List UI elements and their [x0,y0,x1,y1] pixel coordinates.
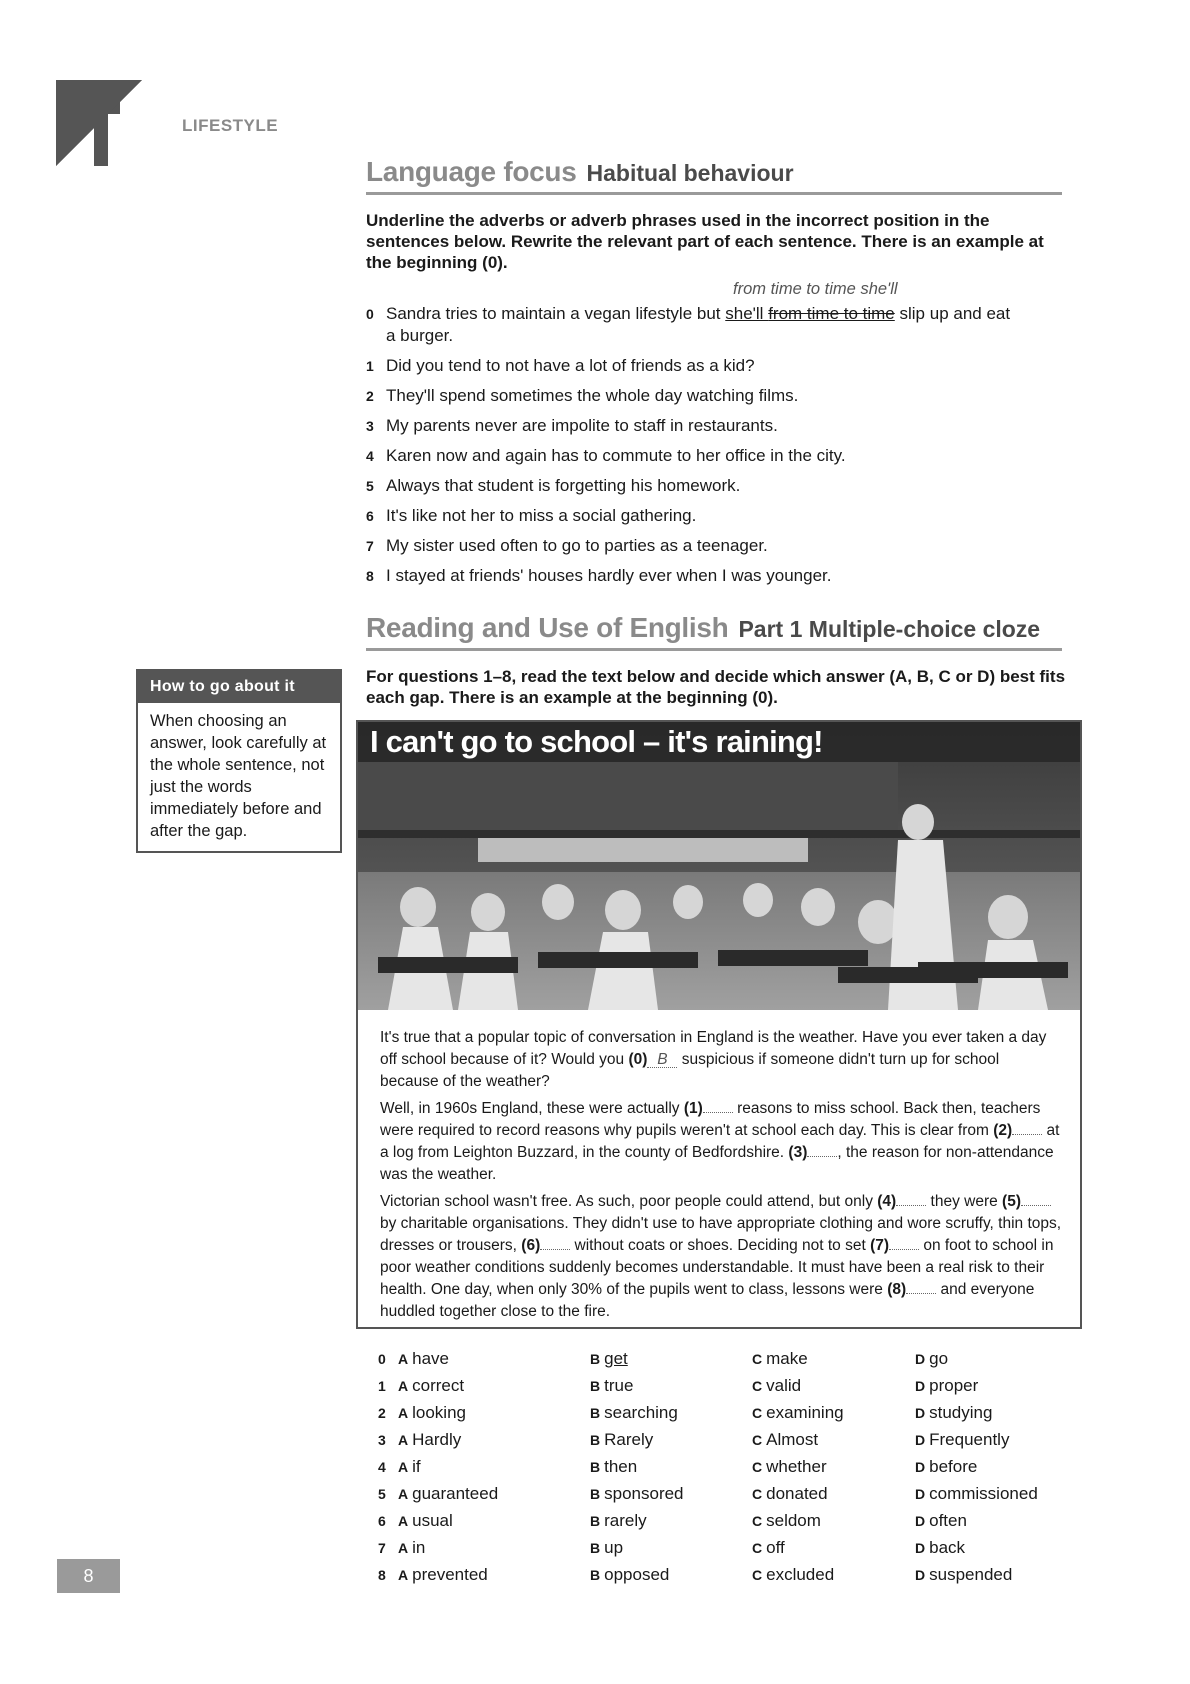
gap-blank[interactable] [807,1144,837,1157]
sentence-text: Always that student is forgetting his homework. [386,476,741,495]
underlined-text: she'll [725,304,769,323]
option-letter: C [752,1486,763,1502]
option-text: Hardly [412,1430,462,1449]
option-b[interactable] [590,1430,653,1450]
question-number: 7 [378,1540,386,1556]
sentence-text: They'll spend sometimes the whole day watching films. [386,386,799,405]
option-row [378,1349,1078,1376]
sentence-item[interactable] [366,385,1066,407]
gap-number: (2) [993,1122,1013,1139]
gap-number: (7) [870,1237,890,1254]
option-b[interactable] [590,1349,628,1369]
sentence-number: 1 [366,358,374,374]
option-text: valid [766,1376,802,1395]
section-title: Language focus [366,156,577,187]
option-row [378,1511,1078,1538]
option-letter: B [590,1567,601,1583]
option-c[interactable] [752,1457,827,1477]
option-letter: C [752,1351,763,1367]
sentence-text: Did you tend to not have a lot of friends as a kid? [386,356,755,375]
article-paragraph [380,1098,1062,1186]
option-b[interactable] [590,1538,623,1558]
sentence-number: 4 [366,448,374,464]
article-title: I can't go to school – it's raining! [370,724,823,759]
question-number: 8 [378,1567,386,1583]
option-d[interactable] [915,1484,1038,1504]
option-text: go [929,1349,949,1368]
option-a[interactable] [398,1511,453,1531]
option-text: back [929,1538,966,1557]
option-text: rarely [604,1511,647,1530]
option-c[interactable] [752,1430,818,1450]
gap-blank[interactable] [906,1281,936,1294]
reading-heading [366,612,1062,651]
option-a[interactable] [398,1538,425,1558]
option-text: if [412,1457,421,1476]
option-letter: D [915,1351,926,1367]
gap-blank[interactable] [540,1237,570,1250]
gap-blank[interactable] [889,1237,919,1250]
sentence-text: Karen now and again has to commute to her office in the city. [386,446,846,465]
sentence-item[interactable] [366,355,1066,377]
sentence-item[interactable] [366,445,1066,467]
option-letter: C [752,1378,763,1394]
unit-1-corner-icon [56,80,142,166]
paragraph-text: suspicious if someone didn't turn up for school because of the weather? [380,1051,1000,1090]
reading-instructions: For questions 1–8, read the text below and decide which answer (A, B, C or D) best fits each gap. There is an example at the beginning (0). [366,667,1066,707]
option-letter: B [590,1540,601,1556]
sentence-text: My parents never are impolite to staff in restaurants. [386,416,778,435]
option-text: commissioned [929,1484,1038,1503]
option-d[interactable] [915,1457,977,1477]
example-answer: from time to time she'll [733,280,898,298]
option-letter: A [398,1405,409,1421]
option-b[interactable] [590,1484,684,1504]
sentence-item[interactable] [366,475,1066,497]
sentence-text: Sandra tries to maintain a vegan lifestyle but [386,304,726,323]
sentence-text: slip up and eat [894,304,1011,323]
question-number: 3 [378,1432,386,1448]
section-subtitle: Habitual behaviour [586,160,794,186]
option-a[interactable] [398,1430,461,1450]
unit-label: LIFESTYLE [182,116,279,135]
paragraph-text: and everyone huddled together close to the fire. [380,1281,1035,1320]
option-row [378,1565,1078,1592]
sentence-item[interactable] [366,415,1066,437]
question-number: 2 [378,1405,386,1421]
article-paragraph [380,1027,1062,1093]
option-letter: D [915,1486,926,1502]
article-paragraph [380,1191,1062,1323]
gap-blank[interactable] [896,1193,926,1206]
option-a[interactable] [398,1565,488,1585]
gap-blank[interactable] [703,1100,733,1113]
option-text: whether [766,1457,827,1476]
article-box [356,720,1082,1329]
option-letter: A [398,1432,409,1448]
sentence-number: 3 [366,418,374,434]
option-text: have [412,1349,449,1368]
option-letter: C [752,1540,763,1556]
paragraph-text: on foot to school in poor weather conditions suddenly becomes understandable. It must have been a real risk to their health. One day, when only 30% of the pupils went to class, lessons were [380,1237,1054,1298]
option-letter: A [398,1513,409,1529]
option-d[interactable] [915,1430,1009,1450]
option-b[interactable] [590,1457,637,1477]
option-letter: C [752,1459,763,1475]
option-letter: A [398,1459,409,1475]
paragraph-text: Well, in 1960s England, these were actually [380,1100,684,1117]
option-text: then [604,1457,638,1476]
tip-header: How to go about it [138,671,340,703]
option-letter: D [915,1432,926,1448]
gap-blank[interactable] [1021,1193,1051,1206]
option-d[interactable] [915,1565,1012,1585]
option-letter: B [590,1513,601,1529]
option-letter: A [398,1540,409,1556]
option-a[interactable] [398,1484,498,1504]
option-text: make [766,1349,808,1368]
option-b[interactable] [590,1511,647,1531]
option-text: sponsored [604,1484,684,1503]
gap-number: (1) [683,1100,703,1117]
option-a[interactable] [398,1349,449,1369]
option-letter: D [915,1459,926,1475]
option-text: off [766,1538,785,1557]
option-c[interactable] [752,1349,808,1369]
sentence-item[interactable] [366,505,1066,527]
section-title: Reading and Use of English [366,612,729,643]
paragraph-text: at a log from Leighton Buzzard, in the county of Bedfordshire. [380,1122,1060,1161]
option-text: true [604,1376,634,1395]
sentence-number: 7 [366,538,374,554]
option-d[interactable] [915,1376,978,1396]
option-row [378,1484,1078,1511]
option-text: prevented [412,1565,488,1584]
option-c[interactable] [752,1376,801,1396]
option-c[interactable] [752,1565,834,1585]
gap-number: (5) [1002,1193,1021,1210]
option-c[interactable] [752,1511,821,1531]
option-text: Frequently [929,1430,1010,1449]
paragraph-text: reasons to miss school. Back then, teachers were required to record reasons why pupils weren't at school each day. This is clear from [380,1100,1041,1139]
option-text: correct [412,1376,465,1395]
option-b[interactable] [590,1376,633,1396]
article-text [380,1027,1062,1328]
option-d[interactable] [915,1403,992,1423]
paragraph-text: It's true that a popular topic of conversation in England is the weather. Have you ever taken a day off school because of it? Would you [380,1029,1047,1068]
example-sentence [366,303,1066,347]
option-letter: B [590,1405,601,1421]
page-number: 8 [57,1559,120,1593]
gap-number: (3) [788,1144,808,1161]
option-letter: B [590,1459,601,1475]
gap-blank[interactable] [1012,1122,1042,1135]
gap-number: (6) [521,1237,541,1254]
option-text: in [412,1538,426,1557]
option-text: opposed [604,1565,670,1584]
option-letter: D [915,1540,926,1556]
option-b[interactable] [590,1565,669,1585]
sentence-number: 5 [366,478,374,494]
article-title-bar [358,722,1080,762]
paragraph-text: without coats or shoes. Deciding not to set [570,1237,871,1254]
option-c[interactable] [752,1484,828,1504]
question-number: 1 [378,1378,386,1394]
option-letter: A [398,1486,409,1502]
sentence-text: My sister used often to go to parties as a teenager. [386,536,768,555]
option-c[interactable] [752,1538,785,1558]
option-a[interactable] [398,1403,466,1423]
question-number: 6 [378,1513,386,1529]
tip-box [136,669,342,853]
sentence-number: 0 [366,306,374,322]
option-row [378,1430,1078,1457]
option-letter: C [752,1405,763,1421]
option-text: suspended [929,1565,1013,1584]
gap-answer[interactable]: B [647,1053,677,1068]
option-letter: A [398,1351,409,1367]
gap-number: (8) [887,1281,907,1298]
language-focus-heading [366,156,1062,195]
sentence-item[interactable] [366,565,1066,587]
option-letter: D [915,1567,926,1583]
option-letter: B [590,1351,601,1367]
paragraph-text: they were [926,1193,1003,1210]
question-number: 5 [378,1486,386,1502]
section-subtitle: Part 1 Multiple-choice cloze [738,616,1041,642]
gap-number: (0) [628,1051,648,1068]
option-letter: C [752,1567,763,1583]
option-c[interactable] [752,1403,844,1423]
sentence-item[interactable] [366,535,1066,557]
option-text: searching [604,1403,678,1422]
option-letter: D [915,1513,926,1529]
paragraph-text: by charitable organisations. They didn't use to have appropriate clothing and wore scruffy, thin tops, dresses or trousers, [380,1215,1062,1254]
gap-number: (4) [877,1193,897,1210]
sentence-number: 2 [366,388,374,404]
option-row [378,1403,1078,1430]
option-letter: D [915,1378,926,1394]
option-text: proper [929,1376,979,1395]
option-text: studying [929,1403,993,1422]
option-text: before [929,1457,978,1476]
option-row [378,1538,1078,1565]
option-letter: B [590,1486,601,1502]
option-text: examining [766,1403,844,1422]
sentence-text: I stayed at friends' houses hardly ever when I was younger. [386,566,832,585]
option-letter: D [915,1405,926,1421]
option-text: donated [766,1484,828,1503]
option-row [378,1457,1078,1484]
option-text: up [604,1538,624,1557]
option-text: seldom [766,1511,821,1530]
classroom-photo-icon [358,722,1080,1010]
sentence-number: 6 [366,508,374,524]
option-letter: A [398,1378,409,1394]
option-text: often [929,1511,967,1530]
sentence-number: 8 [366,568,374,584]
option-d[interactable] [915,1349,948,1369]
question-number: 0 [378,1351,386,1367]
option-letter: C [752,1513,763,1529]
question-number: 4 [378,1459,386,1475]
option-text: Almost [766,1430,819,1449]
struck-text: from time to time [768,304,895,323]
language-focus-instructions: Underline the adverbs or adverb phrases used in the incorrect position in the sentences below. Rewrite the relevant part of each sentence. There is an example at the beginning (0). [366,211,1044,272]
option-d[interactable] [915,1511,967,1531]
option-text: excluded [766,1565,835,1584]
tip-body: When choosing an answer, look carefully at the whole sentence, not just the words immediately before and after the gap. [150,712,327,840]
option-letter: B [590,1432,601,1448]
option-text: get [604,1349,628,1368]
paragraph-text: Victorian school wasn't free. As such, poor people could attend, but only [380,1193,878,1210]
option-text: Rarely [604,1430,654,1449]
option-a[interactable] [398,1376,464,1396]
option-row [378,1376,1078,1403]
option-d[interactable] [915,1538,965,1558]
sentence-text: It's like not her to miss a social gathering. [386,506,697,525]
option-text: usual [412,1511,453,1530]
option-text: looking [412,1403,466,1422]
option-text: guaranteed [412,1484,499,1503]
sentence-continuation: a burger. [386,326,454,345]
option-letter: C [752,1432,763,1448]
option-a[interactable] [398,1457,421,1477]
paragraph-text: , the reason for non-attendance was the weather. [380,1144,1054,1183]
option-b[interactable] [590,1403,678,1423]
option-letter: B [590,1378,601,1394]
option-letter: A [398,1567,409,1583]
